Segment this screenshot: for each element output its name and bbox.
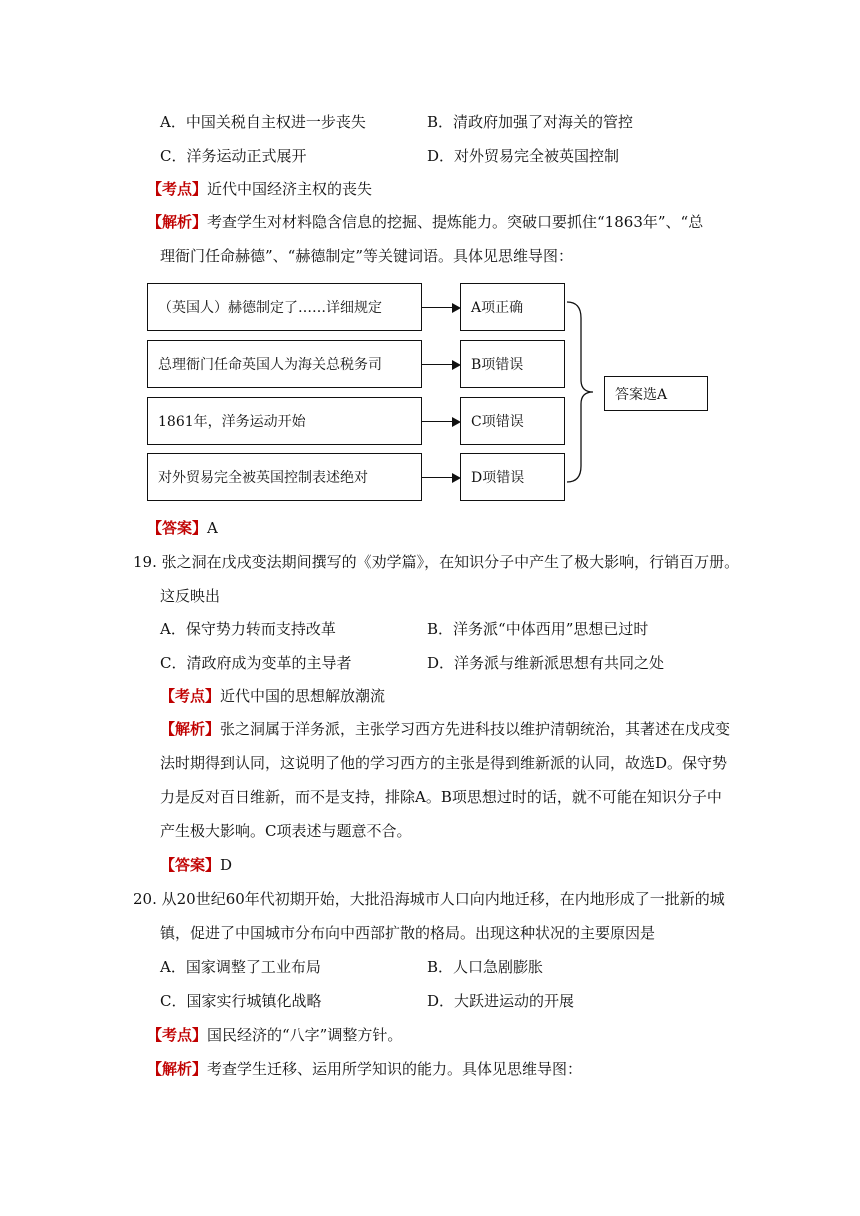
kaodian-text: 近代中国经济主权的丧失 [207, 180, 373, 198]
answer-text: A [207, 519, 218, 537]
q19-stem-line-2: 这反映出 [160, 587, 221, 605]
q19-jiexi-line-3: 力是反对百日维新，而不是支持，排除A。B项思想过时的话，就不可能在知识分子中 [160, 788, 722, 806]
kaodian-text: 近代中国的思想解放潮流 [220, 687, 386, 705]
mindmap-left-box-4: 对外贸易完全被英国控制表述绝对 [147, 453, 422, 501]
q18-jiexi-line-1 [147, 211, 703, 232]
jiexi-text: 考查学生对材料隐含信息的挖掘、提炼能力。突破口要抓住“1863年”、“总 [207, 213, 704, 231]
mindmap-conclusion-box: 答案选A [604, 376, 708, 411]
q19-kaodian [160, 685, 385, 706]
q20-kaodian [147, 1024, 402, 1045]
q19-jiexi-line-4: 产生极大影响。C项表述与题意不合。 [160, 822, 412, 840]
q18-option-b: B．清政府加强了对海关的管控 [427, 113, 634, 131]
q18-answer [147, 517, 218, 538]
q19-option-c: C．清政府成为变革的主导者 [160, 654, 352, 672]
kaodian-tag: 【考点】 [147, 1026, 208, 1044]
jiexi-tag: 【解析】 [147, 213, 208, 231]
mindmap-right-box-4: D项错误 [460, 453, 565, 501]
mindmap-right-box-3: C项错误 [460, 397, 565, 445]
mindmap-left-box-2: 总理衙门任命英国人为海关总税务司 [147, 340, 422, 388]
kaodian-tag: 【考点】 [160, 687, 221, 705]
mindmap-left-box-1: （英国人）赫德制定了……详细规定 [147, 283, 422, 331]
mindmap-left-box-3: 1861年，洋务运动开始 [147, 397, 422, 445]
answer-tag: 【答案】 [147, 519, 208, 537]
mindmap-right-box-1: A项正确 [460, 283, 565, 331]
q20-stem-line-2: 镇，促进了中国城市分布向中西部扩散的格局。出现这种状况的主要原因是 [160, 924, 656, 942]
q19-option-a: A．保守势力转而支持改革 [160, 620, 336, 638]
q20-option-a: A．国家调整了工业布局 [160, 958, 321, 976]
q19-jiexi-line-2: 法时期得到认同，这说明了他的学习西方的主张是得到维新派的认同，故选D。保守势 [160, 754, 728, 772]
q18-jiexi-line-2: 理衙门任命赫德”、“赫德制定”等关键词语。具体见思维导图： [160, 247, 574, 265]
mindmap-arrow-2 [422, 364, 459, 365]
q20-stem-line-1: 20. 从20世纪60年代初期开始，大批沿海城市人口向内地迁移，在内地形成了一批新的城 [133, 890, 725, 908]
q19-jiexi-line-1 [160, 718, 730, 739]
q18-kaodian [147, 178, 372, 199]
jiexi-tag: 【解析】 [147, 1060, 208, 1078]
answer-text: D [220, 856, 233, 874]
q19-answer [160, 854, 232, 875]
mindmap-arrow-3 [422, 421, 459, 422]
jiexi-tag: 【解析】 [160, 720, 221, 738]
q19-option-d: D．洋务派与维新派思想有共同之处 [427, 654, 665, 672]
jiexi-text: 考查学生迁移、运用所学知识的能力。具体见思维导图： [207, 1060, 583, 1078]
kaodian-text: 国民经济的“八字”调整方针。 [207, 1026, 403, 1044]
jiexi-text: 张之洞属于洋务派，主张学习西方先进科技以维护清朝统治，其著述在戊戌变 [220, 720, 731, 738]
mindmap-brace [565, 300, 605, 485]
answer-tag: 【答案】 [160, 856, 221, 874]
q20-option-b: B．人口急剧膨胀 [427, 958, 544, 976]
mindmap-arrow-4 [422, 477, 459, 478]
q19-stem-line-1: 19. 张之洞在戊戌变法期间撰写的《劝学篇》，在知识分子中产生了极大影响，行销百万册。 [133, 553, 740, 571]
q18-option-d: D．对外贸易完全被英国控制 [427, 147, 620, 165]
q20-option-d: D．大跃进运动的开展 [427, 992, 575, 1010]
q18-option-a: A．中国关税自主权进一步丧失 [160, 113, 366, 131]
mindmap-right-box-2: B项错误 [460, 340, 565, 388]
q18-option-c: C．洋务运动正式展开 [160, 147, 307, 165]
mindmap-arrow-1 [422, 307, 459, 308]
q19-option-b: B．洋务派“中体西用”思想已过时 [427, 620, 649, 638]
q20-option-c: C．国家实行城镇化战略 [160, 992, 322, 1010]
kaodian-tag: 【考点】 [147, 180, 208, 198]
q20-jiexi-line-1 [147, 1058, 582, 1079]
